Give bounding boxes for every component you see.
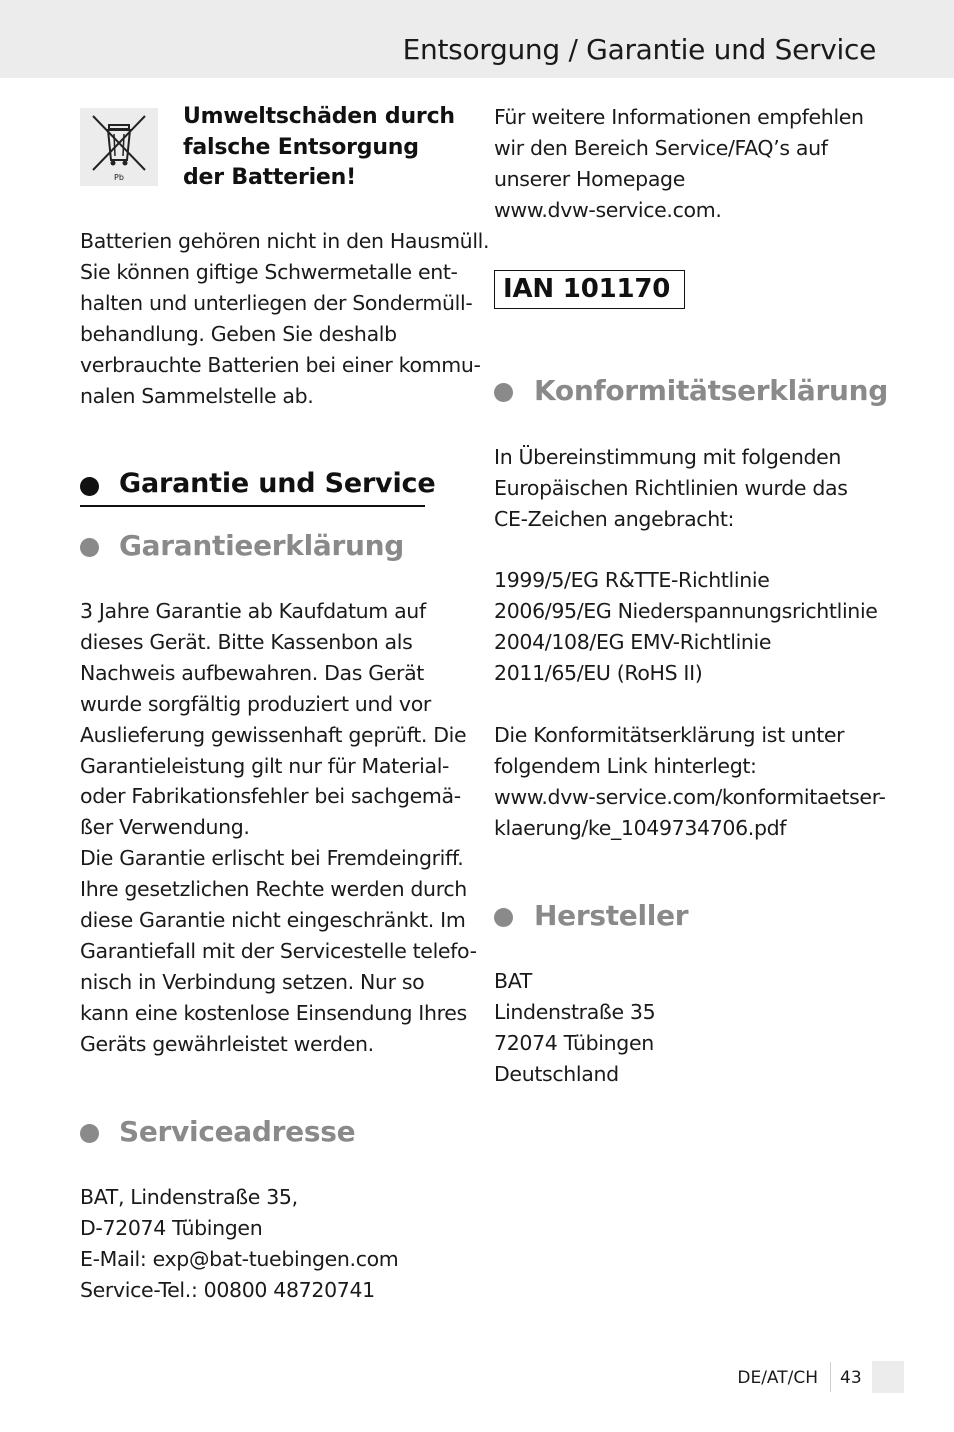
bullet-icon [80, 538, 99, 557]
info-text: Für weitere Informationen empfehlen wir den Bereich Service/FAQ’s auf unserer Homepage www.dvw-service.com. [494, 105, 864, 222]
battery-warning-title: Umweltschäden durch falsche Entsorgung der Batterien! [183, 104, 455, 190]
pb-label: Pb [114, 173, 124, 182]
garantie-text: 3 Jahre Garantie ab Kaufdatum auf dieses Gerät. Bitte Kassenbon als Nachweis aufbewahren. Das Gerät wurde sorgfältig produziert und vor Auslieferung gewissenhaft geprüft. Die Garantieleistung gilt nur für Material- oder Fabrikationsfehler bei sachgemä- ßer Verwendung. Die Garantie erlischt bei Fremdeingriff. Ihre gesetzlichen Rechte werden durch diese Garantie nicht eingeschränkt. Im Garantiefall mit der Servicestelle telefo- nisch in Verbindung setzen. Nur so kann eine kostenlose Einsendung Ihres Geräts gewährleistet werden. [80, 599, 477, 1056]
konformitaet-directives: 1999/5/EG R&TTE-Richtlinie 2006/95/EG Niederspannungsrichtlinie 2004/108/EG EMV-Richtlinie 2011/65/EU (RoHS II) [494, 568, 878, 685]
battery-text: Batterien gehören nicht in den Hausmüll. Sie können giftige Schwermetalle ent- halten und unterliegen der Sondermüll- behandlung. Geben Sie deshalb verbrauchte Batterien bei einer kommu- nalen Sammelstelle ab. [80, 229, 490, 408]
ian-box [494, 270, 685, 309]
page-title: Entsorgung / Garantie und Service [402, 33, 876, 66]
konformitaet-link-text: Die Konformitätserklärung ist unter folgendem Link hinterlegt: www.dvw-service.com/konformitaetser- klaerung/ke_1049734706.pdf [494, 723, 886, 840]
hersteller-address: BAT Lindenstraße 35 72074 Tübingen Deutschland [494, 969, 656, 1086]
bullet-icon [80, 1124, 99, 1143]
section-heading-garantieerklaerung: Garantieerklärung [119, 529, 405, 562]
bullet-icon [80, 477, 99, 496]
footer-language: DE/AT/CH [737, 1368, 818, 1388]
section-heading-garantie-service: Garantie und Service [119, 468, 436, 499]
konformitaet-intro: In Übereinstimmung mit folgenden Europäischen Richtlinien wurde das CE-Zeichen angebracht: [494, 445, 848, 531]
footer-box [872, 1361, 904, 1393]
bullet-icon [494, 383, 513, 402]
heading-underline [80, 505, 425, 507]
section-heading-hersteller: Hersteller [534, 899, 689, 932]
footer-divider [830, 1362, 831, 1392]
bullet-icon [494, 908, 513, 927]
ian-number: IAN 101170 [503, 274, 671, 304]
service-address: BAT, Lindenstraße 35, D-72074 Tübingen E-Mail: exp@bat-tuebingen.com Service-Tel.: 00800 48720741 [80, 1185, 399, 1302]
section-heading-konformitaet: Konformitätserklärung [534, 374, 889, 407]
page-number: 43 [840, 1368, 862, 1388]
crossed-out-bin-icon [80, 108, 158, 186]
section-heading-serviceadresse: Serviceadresse [119, 1115, 356, 1148]
